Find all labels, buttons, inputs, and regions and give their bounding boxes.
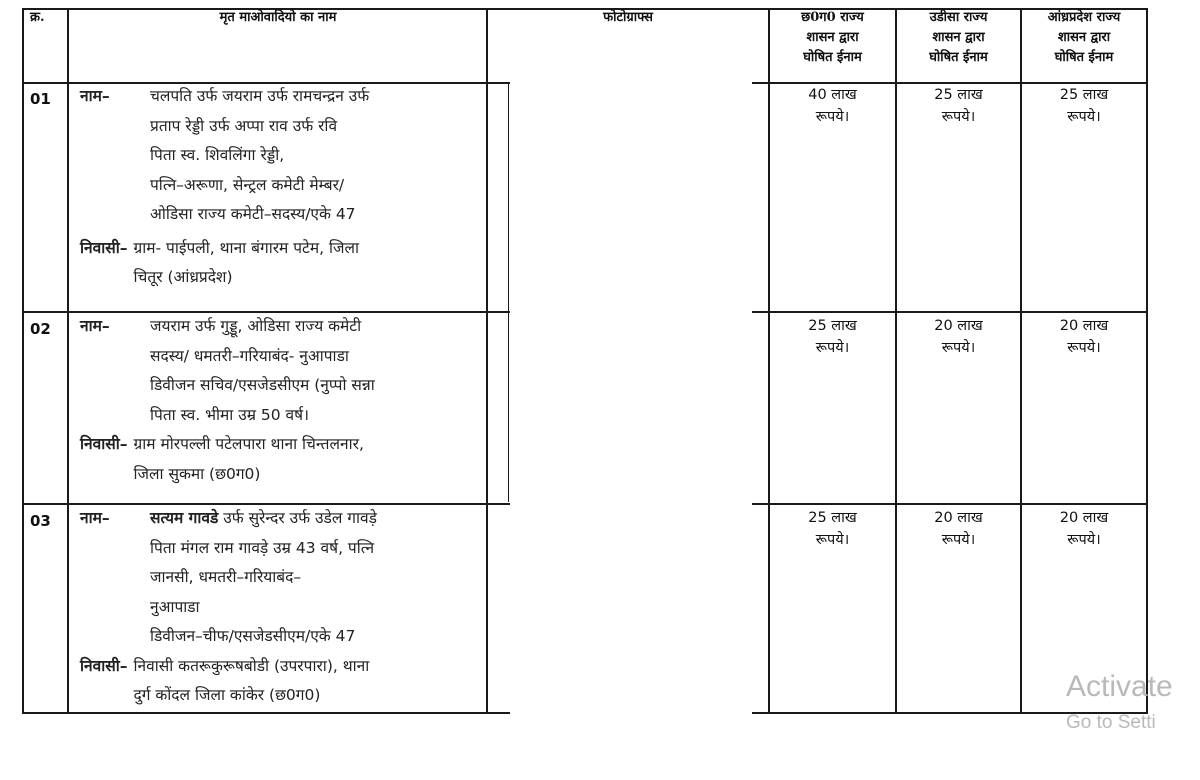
row2-reward-ap-unit: रूपये। [1067,340,1101,356]
row1-reward-ap-unit: रूपये। [1067,109,1101,125]
row1-bottom-border-right [752,311,1148,313]
col-border-left [22,8,24,714]
row3-reward-cg-unit: रूपये। [815,532,850,548]
header-odisha-line1: उडीसा राज्य [929,10,988,25]
row1-reward-cg-unit: रूपये। [815,109,850,125]
row1-reward-cg-amount: 40 लाख [808,87,857,103]
header-cg-line1: छ0ग0 राज्य [801,10,864,25]
row3-reward-odisha-amount: 20 लाख [934,510,983,526]
row3-top-border-right [752,503,1148,505]
row2-residence-block [80,430,476,489]
row1-name-text [150,82,476,230]
row1-reward-ap-amount: 25 लाख [1059,87,1109,103]
header-ap-line3: घोषित ईनाम [1054,50,1114,65]
row3-name-first-line [150,504,476,534]
row2-name-block [80,312,476,430]
row2-name-text [150,312,476,430]
header-ap-line2: शासन द्वारा [1057,30,1111,45]
header-cg-line2: शासन द्वारा [806,30,859,45]
header-name: मृत माओवादियो का नाम [219,10,337,25]
header-ap-line1: आंध्रप्रदेश राज्य [1047,10,1121,25]
row3-serial: 03 [30,512,51,530]
row2-reward-cg [770,315,895,359]
header-photo: फोटोग्राफ्स [603,10,653,25]
row1-name-label: नाम– [80,87,110,105]
row2-residence-label: निवासी– [80,435,128,453]
row2-residence-text [134,430,477,489]
row2-name-label: नाम– [80,317,110,335]
row1-name-line: पिता स्व. शिवलिंगा रेड्डी, [150,146,285,164]
row3-residence-line: दुर्ग कोंदल जिला कांकेर (छ0ग0) [133,686,321,704]
col-border-serial [67,8,69,714]
row3-name-text [150,504,476,652]
row1-residence-label: निवासी– [80,238,128,257]
row2-reward-cg-unit: रूपये। [815,340,850,356]
row3-reward-odisha [897,507,1020,551]
row1-residence-block [80,234,476,293]
row3-reward-ap-unit: रूपये। [1067,532,1101,548]
row1-serial: 01 [30,90,51,108]
row3-name-line: नुआपाडा [150,597,200,616]
row2-name-line: जयराम उर्फ गुड्डू, ओडिसा राज्य कमेटी [150,317,362,335]
row1-reward-ap [1022,84,1146,128]
header-cg-line3: घोषित ईनाम [803,50,862,65]
col-border-right [1146,8,1148,714]
row2-reward-odisha-amount: 20 लाख [934,318,983,334]
row2-residence-line: जिला सुकमा (छ0ग0) [133,464,261,483]
header-cg-reward [770,8,895,68]
table-bottom-border-left [22,712,510,714]
row2-reward-ap [1022,315,1146,359]
activation-watermark-subtitle: Go to Setti [1066,712,1156,733]
row3-name-first-rest: उर्फ सुरेन्दर उर्फ उडेल गावड़े [218,509,377,527]
row2-name-line: डिवीजन सचिव/एसजेडसीएम (नुप्पो सन्ना [150,376,375,394]
header-odisha-reward [897,8,1020,68]
row1-residence-line: ग्राम- पाईपली, थाना बंगारम पटेम, जिला [133,238,360,257]
row3-residence-label: निवासी– [80,656,128,675]
header-ap-reward [1022,8,1146,68]
row2-serial: 02 [30,320,51,338]
row3-residence-text [134,652,477,711]
col-border-name [486,8,488,714]
row3-name-block [80,504,476,652]
row3-reward-ap [1022,507,1146,551]
row3-name-cell [80,504,476,711]
row1-name-line: प्रताप रेड्डी उर्फ अप्पा राव उर्फ रवि [150,116,338,135]
activation-watermark-title: Activate [1066,670,1173,703]
row3-name-bold: सत्यम गावडे [150,509,219,527]
row3-reward-odisha-unit: रूपये। [941,532,976,548]
row3-name-label: नाम– [80,509,110,527]
row1-name-line: ओडिसा राज्य कमेटी–सदस्य/एके 47 [150,205,356,223]
row1-name-line: चलपति उर्फ जयराम उर्फ रामचन्द्रन उर्फ [150,87,370,105]
col-border-photo-inner [508,82,509,502]
row2-reward-odisha-unit: रूपये। [941,340,976,356]
row1-name-block [80,82,476,230]
row2-residence-line: ग्राम मोरपल्ली पटेलपारा थाना चिन्तलनार, [133,435,364,453]
row3-name-line: जानसी, धमतरी–गरियाबंद– [150,568,302,586]
row1-residence-text [134,234,477,293]
row1-name-cell [80,82,476,293]
row3-name-line: डिवीजन–चीफ/एसजेडसीएम/एके 47 [150,627,356,645]
row1-residence-line: चितूर (आंध्रप्रदेश) [133,268,233,286]
row1-name-line: पत्नि–अरूणा, सेन्ट्रल कमेटी मेम्बर/ [150,175,345,194]
row3-reward-cg-amount: 25 लाख [808,510,857,526]
row1-reward-odisha-unit: रूपये। [941,109,976,125]
row2-reward-cg-amount: 25 लाख [808,318,857,334]
row2-name-line: सदस्य/ धमतरी–गरियाबंद- नुआपाडा [150,346,349,365]
row2-reward-odisha [897,315,1020,359]
header-odisha-line3: घोषित ईनाम [929,50,988,65]
row3-name-line: पिता मंगल राम गावड़े उम्र 43 वर्ष, पत्नि [150,538,375,557]
row3-residence-line: निवासी कतरूकुरूषबोडी (उपरपारा), थाना [133,656,370,675]
header-odisha-line2: शासन द्वारा [932,30,985,45]
row1-reward-odisha [897,84,1020,128]
row1-reward-odisha-amount: 25 लाख [934,87,983,103]
header-serial: क्र. [30,10,45,25]
row3-reward-ap-amount: 20 लाख [1059,510,1109,526]
row3-reward-cg [770,507,895,551]
row2-name-cell [80,312,476,489]
row2-name-line: पिता स्व. भीमा उम्र 50 वर्ष। [150,405,310,424]
row2-reward-ap-amount: 20 लाख [1059,318,1109,334]
row1-reward-cg [770,84,895,128]
row3-residence-block [80,652,476,711]
